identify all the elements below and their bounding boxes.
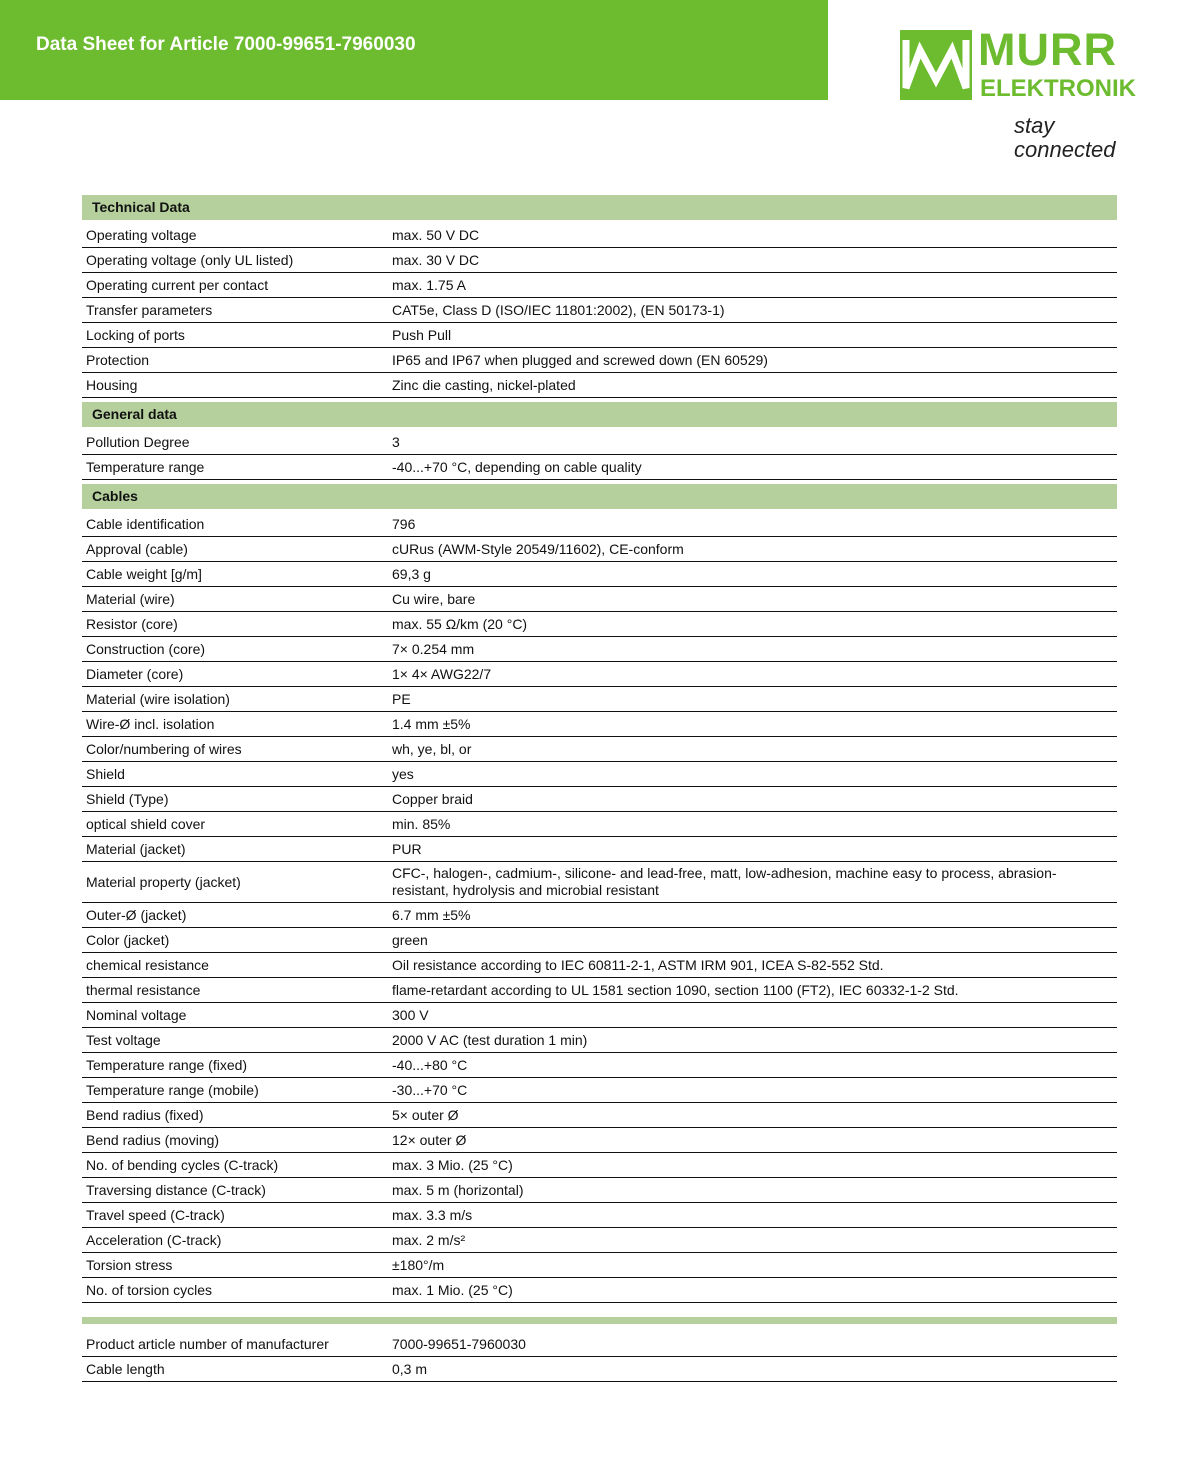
row-label: Material (wire) (86, 590, 175, 607)
row-value: 0,3 m (392, 1360, 428, 1377)
row-value: Cu wire, bare (392, 590, 476, 607)
table-row (82, 537, 1117, 562)
table-row (82, 1153, 1117, 1178)
row-label: Housing (86, 376, 138, 393)
row-value: 300 V (392, 1006, 429, 1023)
row-label: Operating voltage (only UL listed) (86, 251, 294, 268)
row-value: IP65 and IP67 when plugged and screwed down (EN 60529) (392, 351, 768, 368)
row-label: Transfer parameters (86, 301, 213, 318)
row-value: wh, ye, bl, or (392, 740, 472, 757)
section-article-rows (82, 1332, 1117, 1382)
table-row (82, 1253, 1117, 1278)
row-value: 2000 V AC (test duration 1 min) (392, 1031, 588, 1048)
section-cables-rows (82, 512, 1117, 1303)
row-label: Travel speed (C-track) (86, 1206, 225, 1223)
row-value: green (392, 931, 428, 948)
table-row (82, 298, 1117, 323)
row-label: Protection (86, 351, 150, 368)
table-row (82, 587, 1117, 612)
row-label: Traversing distance (C-track) (86, 1181, 266, 1198)
row-value: 1.4 mm ±5% (392, 715, 471, 732)
row-label: Nominal voltage (86, 1006, 187, 1023)
table-row (82, 223, 1117, 248)
section-heading-cables: Cables (82, 484, 1117, 509)
row-value: Copper braid (392, 790, 473, 807)
row-value: -40...+80 °C (392, 1056, 468, 1073)
row-label: Color/numbering of wires (86, 740, 242, 757)
table-row (82, 812, 1117, 837)
table-row (82, 323, 1117, 348)
row-value: flame-retardant according to UL 1581 section 1090, section 1100 (FT2), IEC 60332-1-2 Std. (392, 981, 959, 998)
row-label: Operating current per contact (86, 276, 269, 293)
table-row (82, 687, 1117, 712)
row-label: Color (jacket) (86, 931, 170, 948)
table-row (82, 1332, 1117, 1357)
row-label: Product article number of manufacturer (86, 1335, 329, 1352)
row-label: Acceleration (C-track) (86, 1231, 222, 1248)
row-value: Oil resistance according to IEC 60811-2-1, ASTM IRM 901, ICEA S-82-552 Std. (392, 956, 884, 973)
row-value: 5× outer Ø (392, 1106, 459, 1123)
table-row (82, 562, 1117, 587)
section-technical-rows (82, 223, 1117, 398)
row-value: max. 3 Mio. (25 °C) (392, 1156, 513, 1173)
row-label: Temperature range (mobile) (86, 1081, 259, 1098)
row-value: Zinc die casting, nickel-plated (392, 376, 576, 393)
row-value: 796 (392, 515, 416, 532)
table-row (82, 1228, 1117, 1253)
table-row (82, 1103, 1117, 1128)
datasheet-table (82, 195, 1117, 1382)
row-value: max. 5 m (horizontal) (392, 1181, 524, 1198)
row-label: Approval (cable) (86, 540, 188, 557)
row-label: Cable length (86, 1360, 165, 1377)
table-row (82, 348, 1117, 373)
row-label: Diameter (core) (86, 665, 184, 682)
row-label: chemical resistance (86, 956, 209, 973)
row-label: Operating voltage (86, 226, 197, 243)
row-label: thermal resistance (86, 981, 201, 998)
table-row (82, 1003, 1117, 1028)
logo-wave-icon (900, 30, 972, 100)
row-value: max. 55 Ω/km (20 °C) (392, 615, 528, 632)
row-label: Shield (86, 765, 125, 782)
row-label: Wire-Ø incl. isolation (86, 715, 215, 732)
row-value: max. 1.75 A (392, 276, 466, 293)
row-value: 7000-99651-7960030 (392, 1335, 526, 1352)
row-label: Material property (jacket) (86, 873, 241, 890)
row-value: max. 1 Mio. (25 °C) (392, 1281, 513, 1298)
table-row (82, 1203, 1117, 1228)
row-value: max. 30 V DC (392, 251, 480, 268)
row-value: -30...+70 °C (392, 1081, 468, 1098)
row-label: Resistor (core) (86, 615, 178, 632)
row-label: No. of torsion cycles (86, 1281, 213, 1298)
table-row (82, 862, 1117, 903)
row-value: cURus (AWM-Style 20549/11602), CE-conform (392, 540, 684, 557)
table-row (82, 1128, 1117, 1153)
table-row (82, 762, 1117, 787)
row-value: 6.7 mm ±5% (392, 906, 471, 923)
table-row (82, 953, 1117, 978)
table-row (82, 1278, 1117, 1303)
row-value: PE (392, 690, 411, 707)
row-label: Shield (Type) (86, 790, 169, 807)
row-value: 12× outer Ø (392, 1131, 467, 1148)
table-row (82, 273, 1117, 298)
logo-tagline: stay connected (1014, 113, 1116, 162)
table-row (82, 787, 1117, 812)
table-row (82, 837, 1117, 862)
section-general-rows (82, 430, 1117, 480)
row-value: 1× 4× AWG22/7 (392, 665, 492, 682)
section-heading-technical: Technical Data (82, 195, 1117, 220)
table-row (82, 637, 1117, 662)
row-value: 69,3 g (392, 565, 431, 582)
table-row (82, 1053, 1117, 1078)
row-value: yes (392, 765, 414, 782)
row-value: 7× 0.254 mm (392, 640, 475, 657)
table-row (82, 612, 1117, 637)
row-label: Locking of ports (86, 326, 185, 343)
table-row (82, 712, 1117, 737)
logo-text-murr: MURR (978, 24, 1117, 75)
row-value: ±180°/m (392, 1256, 445, 1273)
table-row (82, 1178, 1117, 1203)
row-value: max. 3.3 m/s (392, 1206, 473, 1223)
header-banner (0, 0, 828, 100)
row-value: max. 50 V DC (392, 226, 480, 243)
table-row (82, 978, 1117, 1003)
row-label: Material (jacket) (86, 840, 186, 857)
row-value: Push Pull (392, 326, 452, 343)
row-label: Torsion stress (86, 1256, 173, 1273)
murrelektronik-logo (900, 24, 1160, 162)
table-row (82, 662, 1117, 687)
table-row (82, 455, 1117, 480)
table-row (82, 903, 1117, 928)
section-heading-general: General data (82, 402, 1117, 427)
section-divider (82, 1317, 1117, 1324)
table-row (82, 1078, 1117, 1103)
table-row (82, 737, 1117, 762)
logo-text-elektronik: ELEKTRONIK (980, 75, 1136, 102)
row-label: Bend radius (moving) (86, 1131, 220, 1148)
row-label: Bend radius (fixed) (86, 1106, 204, 1123)
row-label: Cable identification (86, 515, 205, 532)
table-row (82, 928, 1117, 953)
row-label: Temperature range (86, 458, 205, 475)
row-value: 3 (392, 433, 400, 450)
table-row (82, 373, 1117, 398)
row-value: CFC-, halogen-, cadmium-, silicone- and lead-free, matt, low-adhesion, machine easy to process, abrasion-resistant, hydrolysis and microbial resistant (392, 865, 1057, 898)
row-value: min. 85% (392, 815, 451, 832)
table-row (82, 430, 1117, 455)
row-value: -40...+70 °C, depending on cable quality (392, 458, 642, 475)
row-label: Temperature range (fixed) (86, 1056, 248, 1073)
row-label: Material (wire isolation) (86, 690, 230, 707)
table-row (82, 1028, 1117, 1053)
table-row (82, 512, 1117, 537)
row-value: CAT5e, Class D (ISO/IEC 11801:2002), (EN 50173-1) (392, 301, 725, 318)
row-label: Outer-Ø (jacket) (86, 906, 187, 923)
row-value: PUR (392, 840, 422, 857)
row-label: optical shield cover (86, 815, 206, 832)
page-title: Data Sheet for Article 7000-99651-7960030 (36, 34, 416, 55)
row-label: Pollution Degree (86, 433, 190, 450)
row-label: Test voltage (86, 1031, 161, 1048)
row-value: max. 2 m/s² (392, 1231, 466, 1248)
table-row (82, 1357, 1117, 1382)
row-label: Cable weight [g/m] (86, 565, 202, 582)
row-label: No. of bending cycles (C-track) (86, 1156, 279, 1173)
row-label: Construction (core) (86, 640, 206, 657)
table-row (82, 248, 1117, 273)
